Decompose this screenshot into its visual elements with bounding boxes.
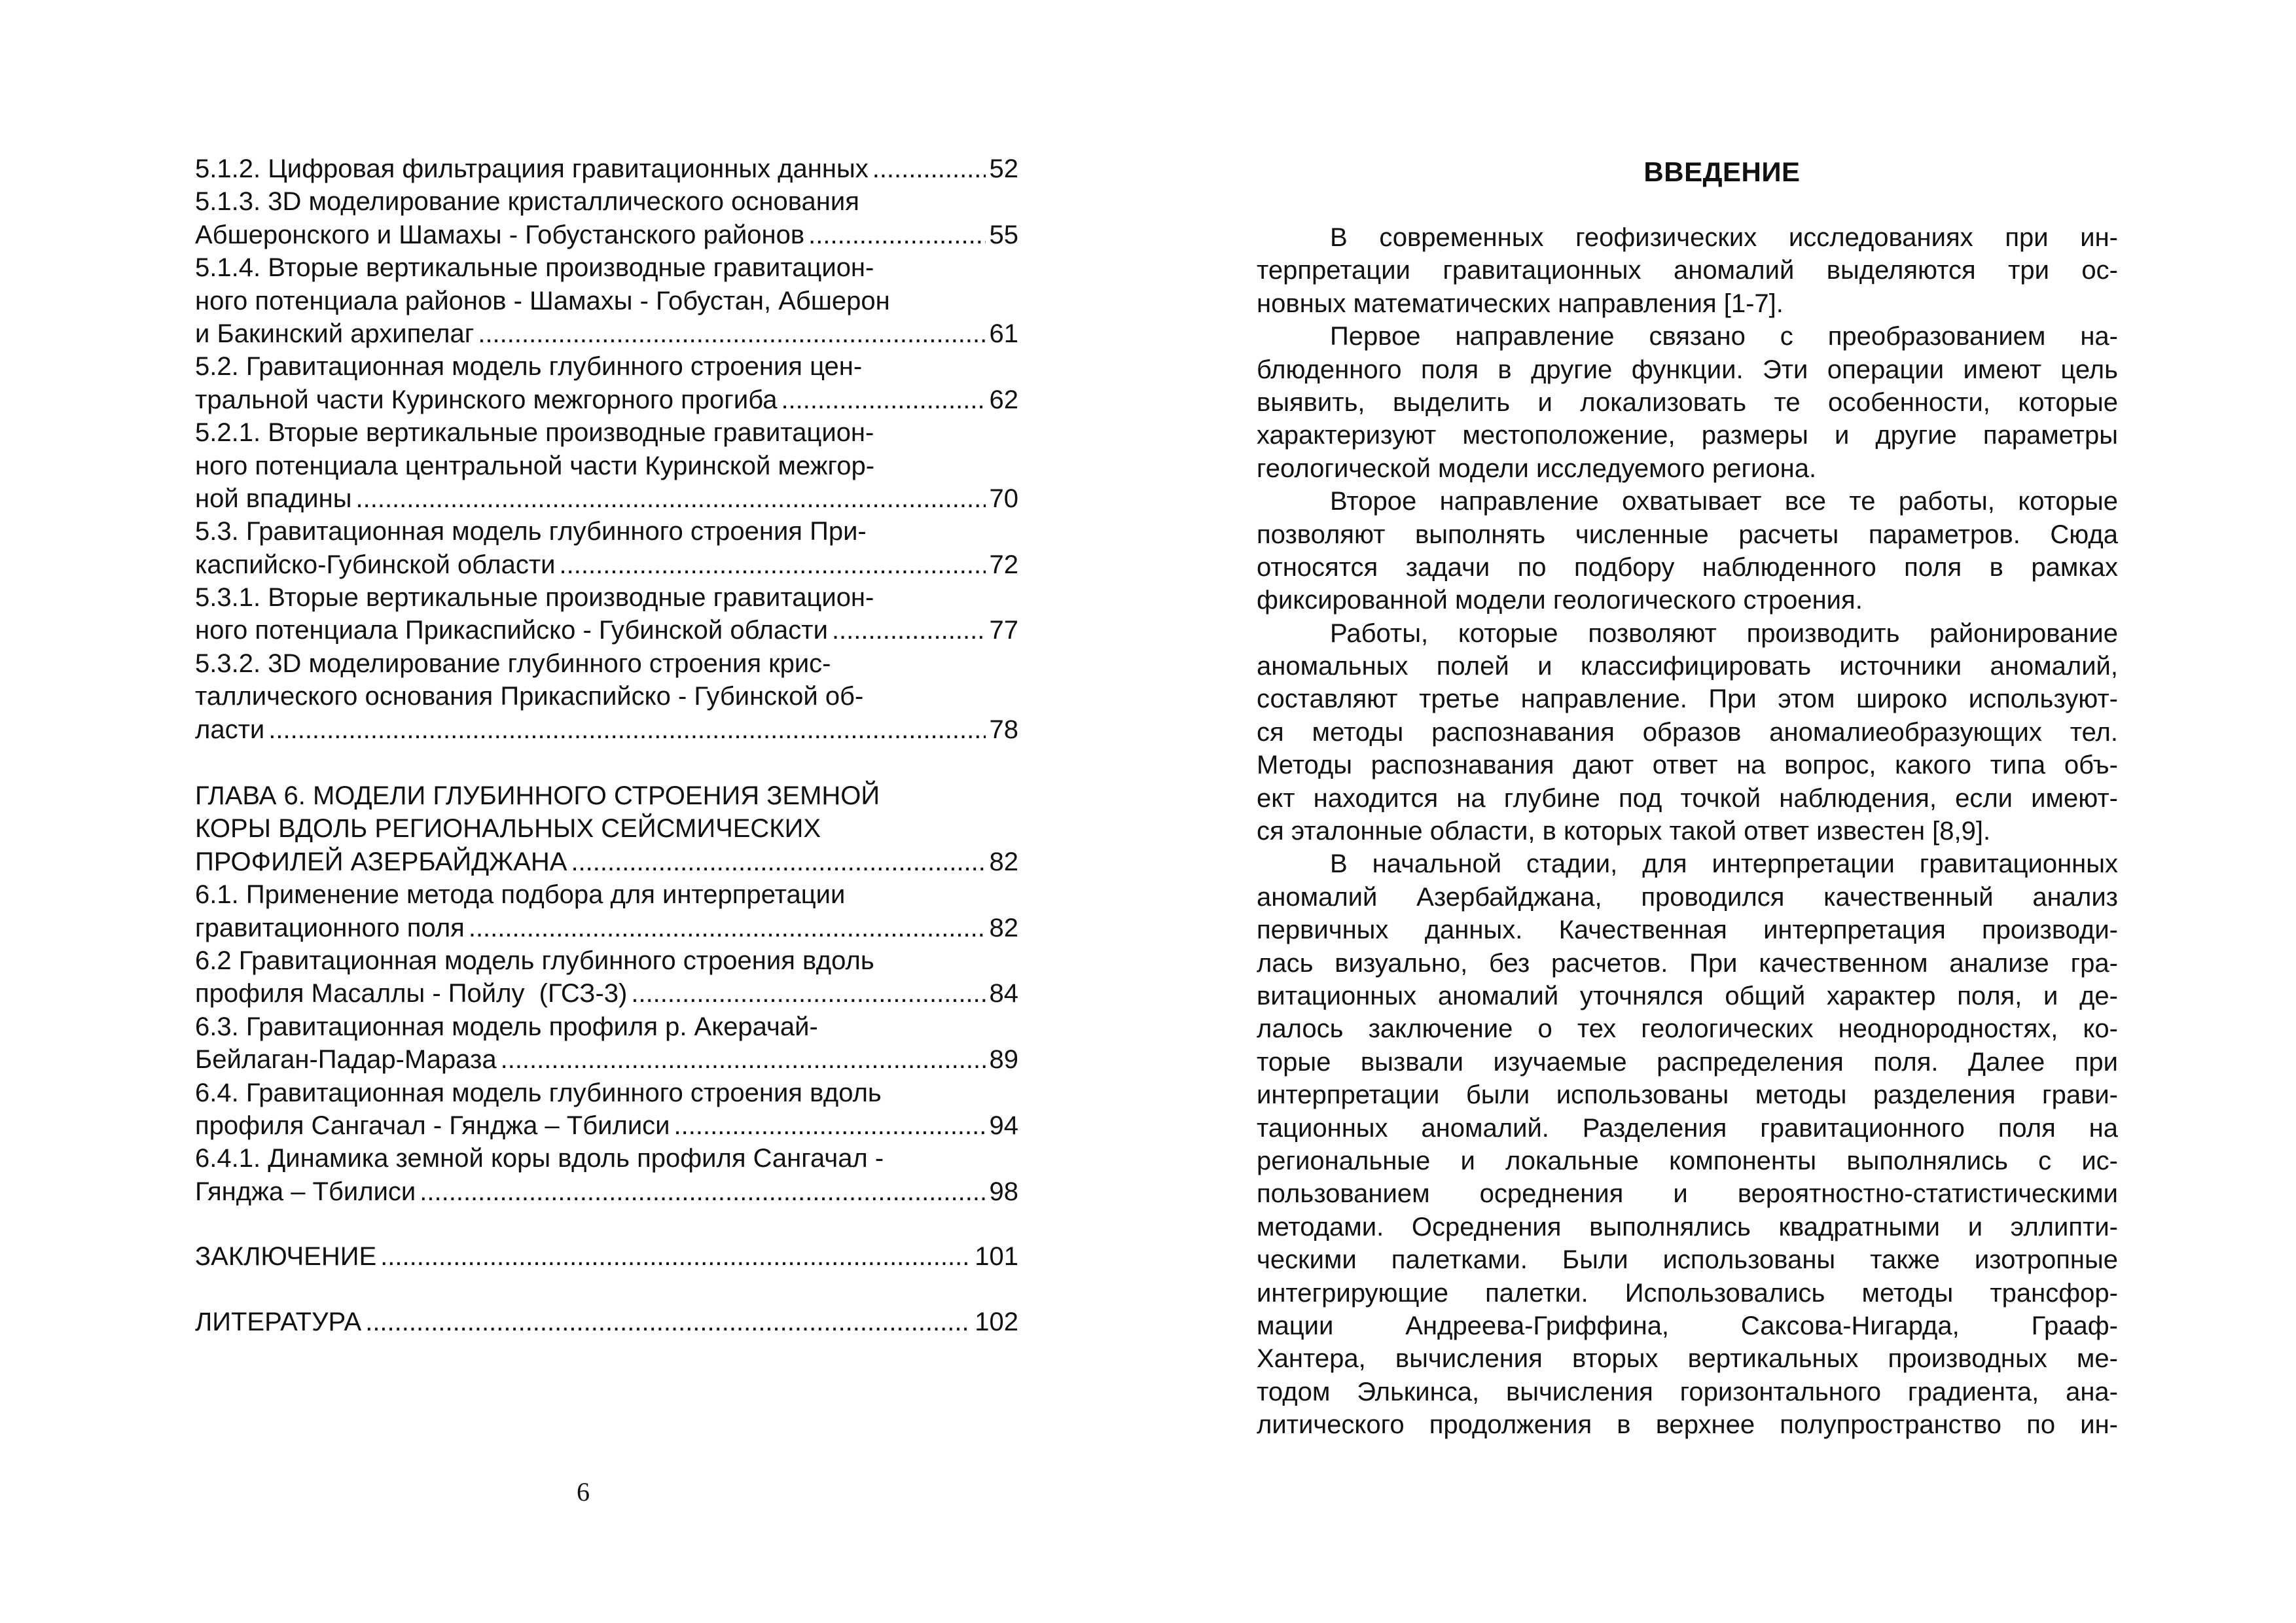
toc-spacer [195,1274,1018,1306]
toc-spacer [195,1208,1018,1240]
text-line: пользованием осреднения и вероятностно-статистическими [1257,1179,2118,1209]
toc-leader [501,1043,986,1076]
text-line: В современных геофизических исследованиях при ин- [1330,223,2118,252]
toc-entry-5-1-2 [195,152,1018,185]
toc-page: 82 [989,913,1018,942]
toc-title: ного потенциала Прикаспийско - Губинской области [195,616,828,645]
text-line: фиксированной модели геологического строения. [1257,586,1863,615]
text-line: лалось заключение о тех геологических неоднородностях, ко- [1257,1014,2118,1044]
text-line: относятся задачи по подбору наблюденного поля в рамках [1257,552,2118,582]
toc-line: ного потенциала районов - Шамахы - Гобустан, Абшерон [195,286,890,315]
toc-page: 77 [989,616,1018,645]
toc-line: 6.2 Гравитационная модель глубинного строения вдоль [195,946,874,975]
toc-line: 6.1. Применение метода подбора для интерпретации [195,880,846,910]
toc-title: профиля Сангачал - Гянджа – Тбилиси [195,1111,670,1140]
page-number: 6 [577,1477,590,1507]
toc-entry-5-3-2 [195,713,1018,746]
toc-entry-6-4 [195,1109,1018,1142]
toc-title: ЛИТЕРАТУРА [195,1307,362,1336]
toc-line: 5.2. Гравитационная модель глубинного строения цен- [195,352,863,382]
toc-page: 55 [989,220,1018,249]
text-line: аномальных полей и классифицировать источники аномалий, [1257,652,2118,681]
text-line: региональные и локальные компоненты выполнялись с ис- [1257,1146,2118,1175]
text-line: тационных аномалий. Разделения гравитационного поля на [1257,1113,2118,1143]
text-line: позволяют выполнять численные расчеты параметров. Сюда [1257,520,2118,549]
introduction-text [1257,221,2118,1441]
toc-leader [781,383,985,416]
toc-leader [832,614,986,647]
toc-page: 72 [989,550,1018,579]
text-line: В начальной стадии, для интерпретации гравитационных [1330,849,2118,879]
text-line: геологической модели исследуемого региона. [1257,454,1817,483]
toc-leader [631,977,985,1010]
section-title: ВВЕДЕНИЕ [1643,156,1801,187]
toc-leader [469,912,986,944]
toc-line: 5.1.4. Вторые вертикальные производные гравитацион- [195,253,874,283]
text-line: торые вызвали изучаемые распределения поля. Далее при [1257,1047,2118,1077]
toc-line: 5.3.1. Вторые вертикальные производные гравитацион- [195,583,874,613]
toc-title: гравитационного поля [195,913,465,942]
toc-leader [571,846,985,878]
toc-page: 101 [975,1242,1018,1272]
text-line: ческими палетками. Были использованы также изотропные [1257,1245,2118,1275]
toc-entry-5-3 [195,548,1018,581]
text-line: Работы, которые позволяют производить районирование [1330,618,2118,648]
toc-entry-5-1-3 [195,219,1018,251]
toc-entry-6-4-1 [195,1175,1018,1208]
text-line: ся методы распознавания образов аномалиеобразующих тел. [1257,717,2118,747]
toc-title: ЗАКЛЮЧЕНИЕ [195,1242,377,1272]
toc-leader [355,482,985,515]
toc-leader [365,1306,971,1338]
text-line: ся эталонные области, в которых такой ответ известен [8,9]. [1257,817,1991,846]
toc-entry-5-2-1 [195,482,1018,515]
text-line: новных математических направления [1-7]. [1257,289,1784,318]
toc-page: 61 [989,319,1018,348]
toc-leader [420,1175,985,1208]
text-line: тодом Элькинса, вычисления горизонтального градиента, ана- [1257,1377,2118,1406]
toc-title: Бейлаган-Падар-Мараза [195,1045,497,1075]
toc-title: профиля Масаллы - Пойлу (ГСЗ-3) [195,979,628,1008]
toc-line: таллического основания Прикаспийско - Губинской об- [195,682,864,711]
text-line: терпретации гравитационных аномалий выделяются три ос- [1257,256,2118,285]
toc-entry-5-2 [195,383,1018,416]
toc-page: 102 [975,1307,1018,1336]
toc-line: 6.3. Гравитационная модель профиля р. Акерачай- [195,1012,818,1041]
toc-line: 6.4. Гравитационная модель глубинного строения вдоль [195,1078,882,1107]
text-line: Методы распознавания дают ответ на вопрос, какого типа объ- [1257,751,2118,780]
toc-page: 89 [989,1045,1018,1075]
toc-entry-6-3 [195,1043,1018,1076]
toc-title: ПРОФИЛЕЙ АЗЕРБАЙДЖАНА [195,847,567,876]
toc-title: 5.1.2. Цифровая фильтрациия гравитационных данных [195,154,869,183]
toc-leader [808,219,985,251]
text-line: интерпретации были использованы методы разделения грави- [1257,1080,2118,1110]
text-line: витационных аномалий уточнялся общий характер поля, и де- [1257,981,2118,1010]
text-line: мации Андреева-Гриффина, Саксова-Нигарда, Грааф- [1257,1311,2118,1340]
toc-entry-literature [195,1306,1018,1338]
toc-title: Абшеронского и Шамахы - Гобустанского районов [195,220,805,249]
toc-spacer [195,746,1018,779]
toc-page: 78 [989,715,1018,744]
toc-title: Гянджа – Тбилиси [195,1177,416,1206]
toc-title: каспийско-Губинской области [195,550,556,579]
toc-line: 5.1.3. 3D моделирование кристаллического основания [195,187,859,217]
toc-leader [674,1109,986,1142]
toc-entry-6-2 [195,977,1018,1010]
text-line: Второе направление охватывает все те работы, которые [1330,487,2118,516]
toc-entry-conclusion [195,1240,1018,1273]
text-line: интегрирующие палетки. Использовались методы трансфор- [1257,1278,2118,1308]
toc-page: 82 [989,847,1018,876]
text-line: Первое направление связано с преобразованием на- [1330,322,2118,351]
text-line: блюденного поля в другие функции. Эти операции имеют цель [1257,355,2118,384]
text-line: выявить, выделить и локализовать те особенности, которые [1257,387,2118,417]
text-line: первичных данных. Качественная интерпретация производи- [1257,916,2118,945]
toc-title: и Бакинский архипелаг [195,319,475,348]
toc-entry-chapter-6 [195,846,1018,878]
toc-entry-5-3-1 [195,614,1018,647]
toc-entry-5-1-4 [195,317,1018,350]
text-line: литического продолжения в верхнее полупространство по ин- [1257,1410,2118,1440]
toc-chapter-line: ГЛАВА 6. МОДЕЛИ ГЛУБИННОГО СТРОЕНИЯ ЗЕМНОЙ [195,781,880,811]
text-line: Хантера, вычисления вторых вертикальных производных ме- [1257,1344,2118,1374]
toc-title: ласти [195,715,265,744]
toc-leader [478,317,985,350]
toc-leader [560,548,986,581]
toc-page: 94 [989,1111,1018,1140]
table-of-contents [195,152,1018,1338]
text-line: методами. Осреднения выполнялись квадратными и эллипти- [1257,1212,2118,1241]
text-line: ект находится на глубине под точкой наблюдения, если имеют- [1257,783,2118,813]
toc-title: тральной части Куринского межгорного прогиба [195,385,778,414]
toc-chapter-line: КОРЫ ВДОЛЬ РЕГИОНАЛЬНЫХ СЕЙСМИЧЕСКИХ [195,814,821,844]
toc-leader [380,1240,971,1273]
toc-line: 5.2.1. Вторые вертикальные производные гравитацион- [195,418,874,448]
text-line: лась визуально, без расчетов. При качественном анализе гра- [1257,948,2118,978]
toc-page: 52 [989,154,1018,183]
toc-page: 70 [989,484,1018,513]
toc-page: 98 [989,1177,1018,1206]
text-line: характеризуют местоположение, размеры и другие параметры [1257,421,2118,450]
toc-line: 6.4.1. Динамика земной коры вдоль профиля Сангачал - [195,1144,884,1173]
toc-leader [268,713,985,746]
toc-page: 84 [989,979,1018,1008]
toc-page: 62 [989,385,1018,414]
toc-line: ного потенциала центральной части Куринской межгор- [195,451,875,480]
text-line: составляют третье направление. При этом широко используют- [1257,685,2118,714]
toc-title: ной впадины [195,484,352,513]
toc-leader [872,152,986,185]
text-line: аномалий Азербайджана, проводился качественный анализ [1257,882,2118,912]
toc-line: 5.3.2. 3D моделирование глубинного строения крис- [195,649,831,678]
toc-entry-6-1 [195,912,1018,944]
toc-line: 5.3. Гравитационная модель глубинного строения При- [195,517,867,546]
